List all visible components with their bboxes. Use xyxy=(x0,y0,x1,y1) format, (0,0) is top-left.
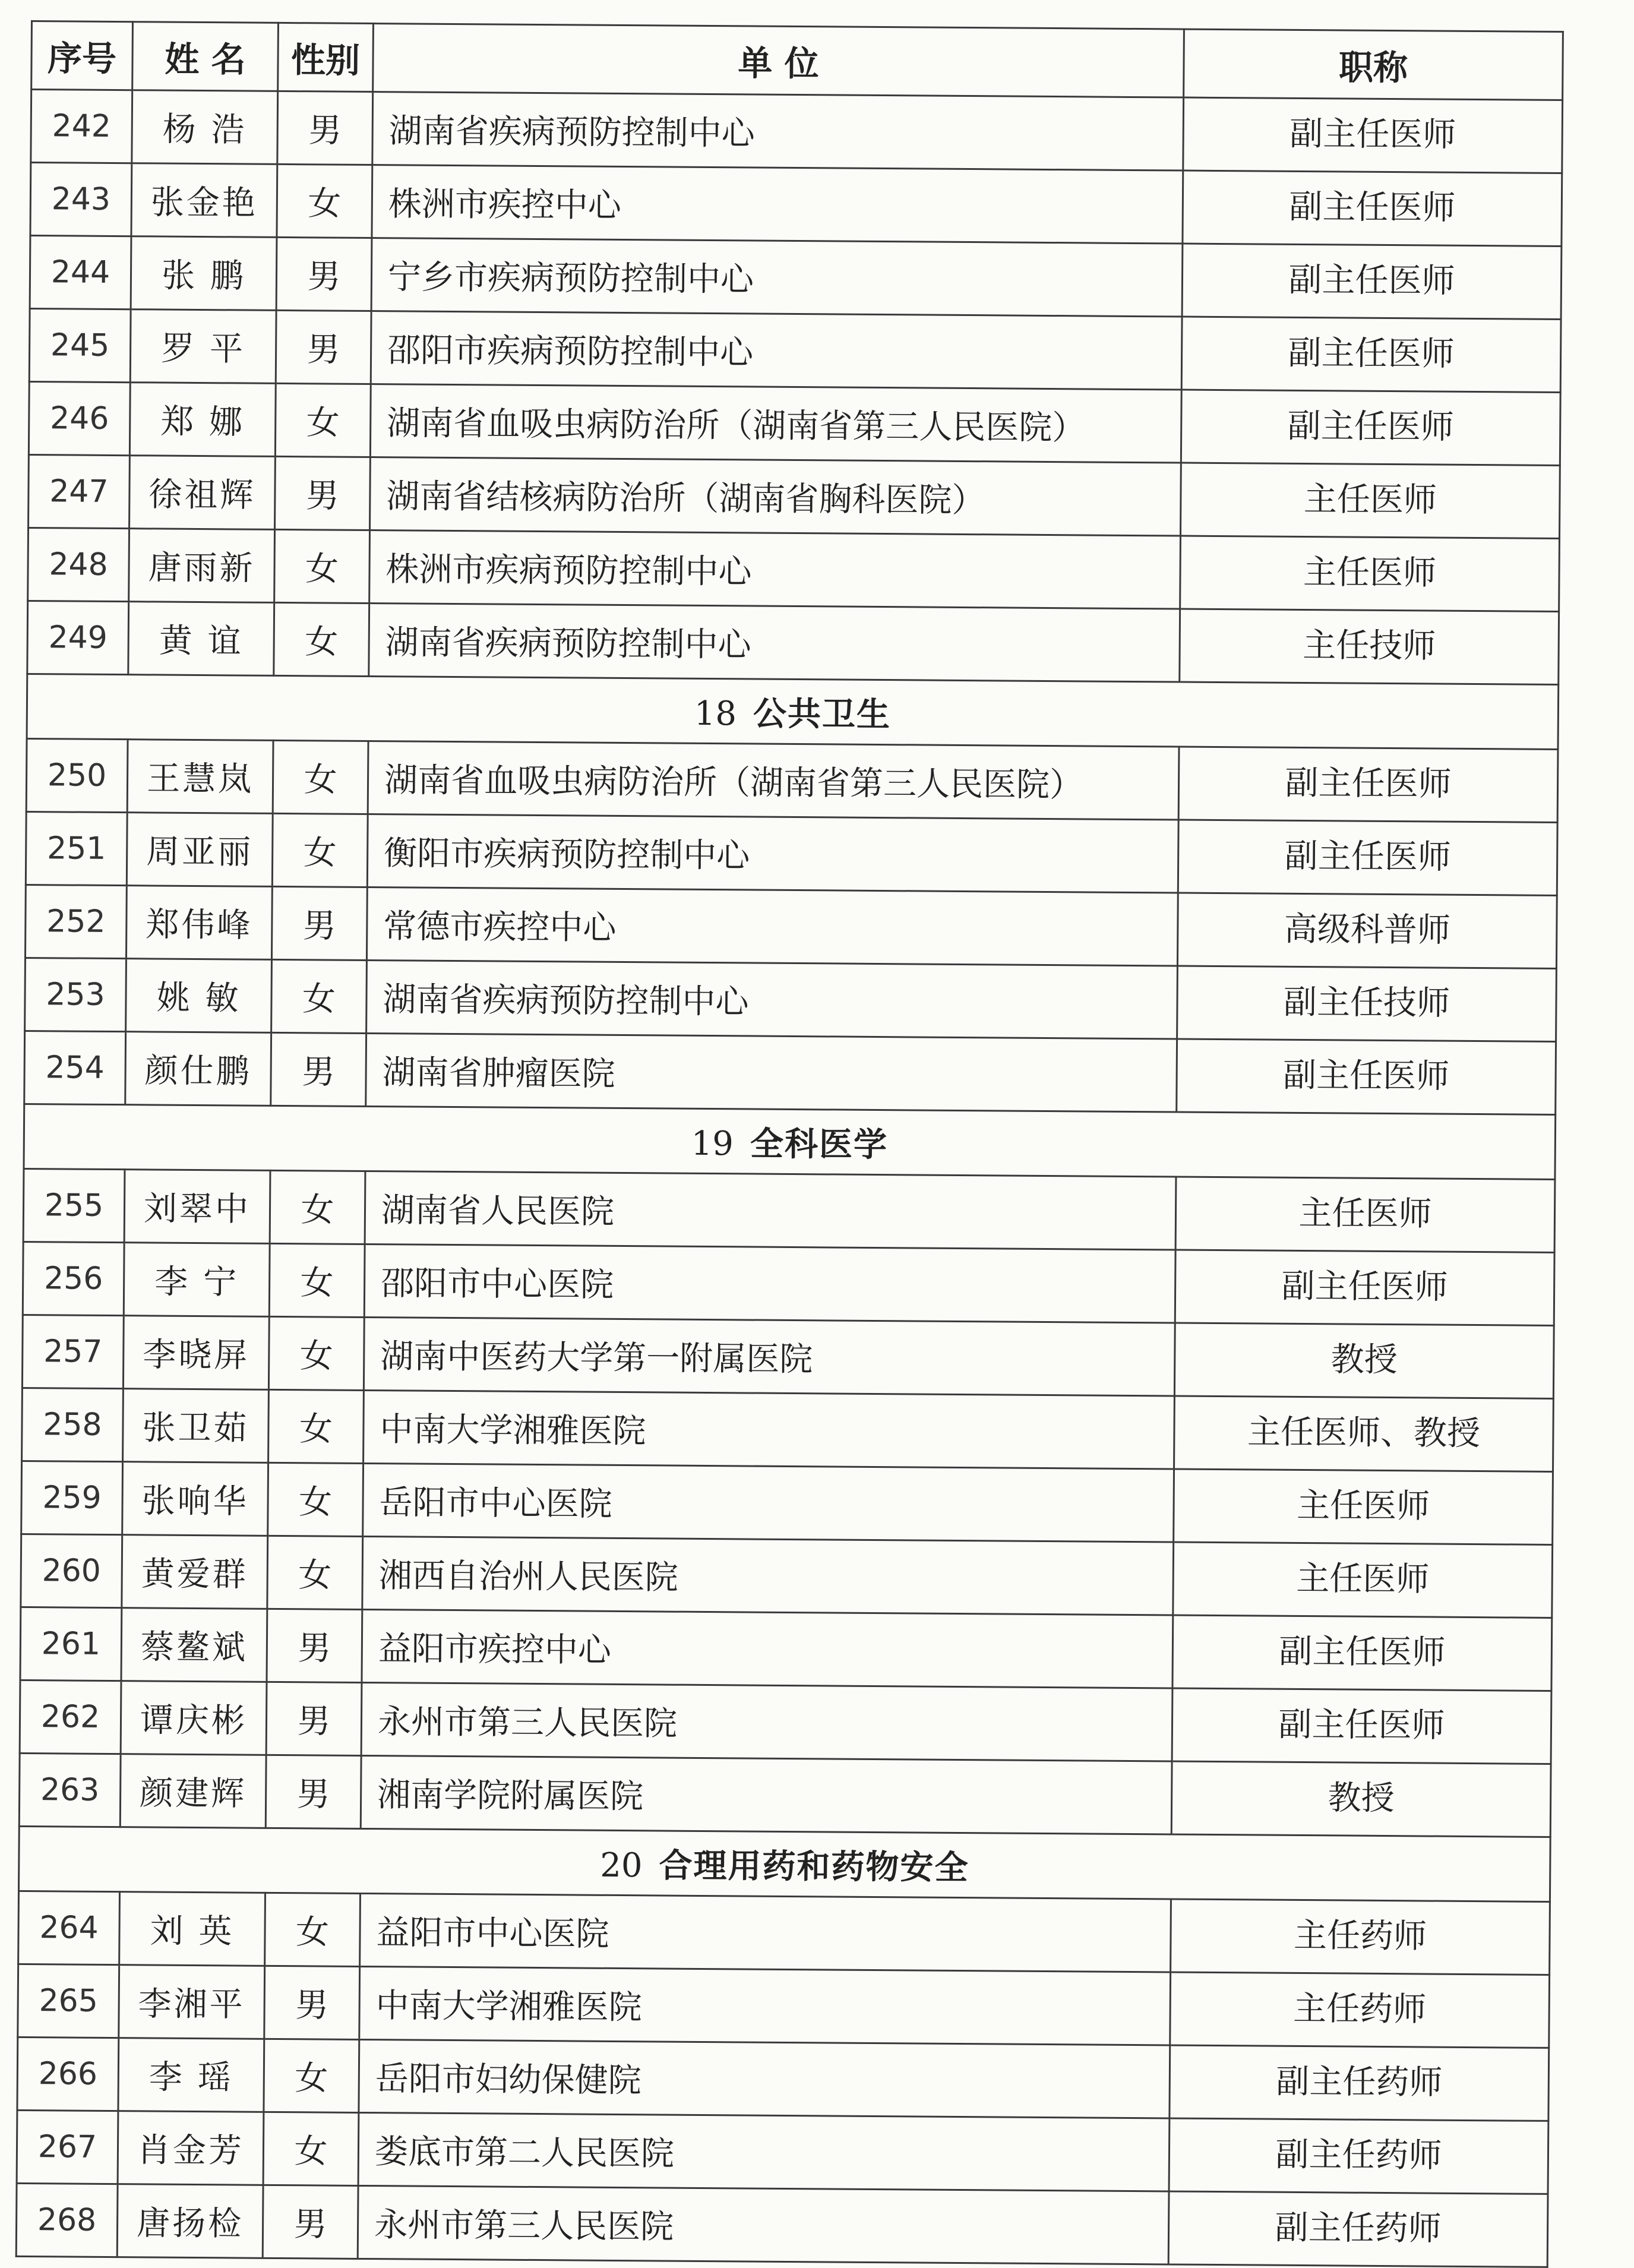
cell-title: 教授 xyxy=(1171,1761,1551,1837)
cell-name: 张 鹏 xyxy=(131,236,277,311)
cell-name: 徐祖辉 xyxy=(129,456,276,530)
cell-title: 副主任医师 xyxy=(1182,244,1562,319)
cell-no: 247 xyxy=(29,454,130,528)
section-header xyxy=(27,674,1559,749)
cell-title: 主任药师 xyxy=(1171,1899,1550,1975)
cell-title: 主任医师 xyxy=(1180,463,1560,538)
section-header xyxy=(24,1104,1556,1179)
cell-no: 258 xyxy=(22,1388,124,1461)
cell-name: 李湘平 xyxy=(119,1965,265,2039)
cell-unit: 湖南中医药大学第一附属医院 xyxy=(364,1317,1175,1396)
cell-sex: 女 xyxy=(268,1316,364,1390)
cell-unit: 岳阳市中心医院 xyxy=(363,1463,1174,1542)
cell-no: 254 xyxy=(24,1031,126,1104)
cell-unit: 永州市第三人民医院 xyxy=(358,2185,1169,2264)
cell-name: 肖金芳 xyxy=(118,2111,264,2185)
cell-unit: 益阳市中心医院 xyxy=(360,1893,1171,1972)
cell-no: 248 xyxy=(28,527,129,601)
table-header-row xyxy=(31,21,1563,100)
table-row xyxy=(31,90,1563,173)
cell-sex: 女 xyxy=(272,813,368,887)
section-title: 合理用药和药物安全 xyxy=(659,1846,969,1888)
cell-title: 教授 xyxy=(1174,1323,1554,1398)
cell-unit: 湖南省疾病预防控制中心 xyxy=(372,92,1184,171)
cell-name: 张响华 xyxy=(122,1462,268,1536)
cell-no: 260 xyxy=(21,1534,122,1607)
table-row xyxy=(29,381,1560,465)
cell-title: 主任技师 xyxy=(1180,609,1559,684)
table-row xyxy=(29,454,1560,538)
cell-no: 256 xyxy=(23,1242,124,1315)
table-row xyxy=(18,1964,1550,2048)
cell-sex: 女 xyxy=(268,1389,364,1463)
cell-sex: 男 xyxy=(276,310,371,384)
section-title: 公共卫生 xyxy=(753,694,892,735)
table-row xyxy=(22,1388,1554,1471)
cell-no: 263 xyxy=(19,1753,121,1827)
section-title: 全科医学 xyxy=(750,1124,889,1165)
cell-sex: 男 xyxy=(277,91,373,165)
cell-sex: 男 xyxy=(267,1609,362,1682)
cell-name: 李 瑶 xyxy=(118,2038,264,2112)
cell-no: 257 xyxy=(22,1315,124,1388)
cell-title: 主任医师 xyxy=(1175,1177,1555,1252)
cell-sex: 女 xyxy=(275,383,371,457)
section-header-row xyxy=(27,674,1559,749)
cell-unit: 邵阳市中心医院 xyxy=(364,1244,1175,1323)
header-no: 序号 xyxy=(31,21,133,90)
cell-title: 副主任医师 xyxy=(1172,1615,1552,1691)
table-row xyxy=(22,1315,1554,1398)
cell-name: 黄 谊 xyxy=(128,602,274,676)
table-row xyxy=(27,601,1559,684)
cell-no: 261 xyxy=(20,1607,122,1681)
cell-unit: 益阳市疾控中心 xyxy=(362,1609,1173,1688)
cell-sex: 男 xyxy=(266,1682,362,1755)
table-row xyxy=(18,1891,1550,1975)
cell-title: 高级科普师 xyxy=(1177,893,1557,968)
cell-name: 黄爱群 xyxy=(122,1535,268,1609)
cell-name: 王慧岚 xyxy=(127,740,273,814)
cell-no: 244 xyxy=(30,236,131,309)
cell-unit: 湖南省结核病防治所（湖南省胸科医院） xyxy=(370,457,1181,536)
cell-no: 242 xyxy=(31,90,132,163)
cell-name: 刘翠中 xyxy=(124,1170,270,1244)
cell-no: 268 xyxy=(16,2183,118,2257)
cell-no: 266 xyxy=(17,2037,119,2111)
table-row xyxy=(25,958,1557,1041)
cell-unit: 湖南省肿瘤医院 xyxy=(366,1033,1177,1112)
cell-title: 副主任医师 xyxy=(1178,747,1558,822)
cell-name: 杨 浩 xyxy=(132,90,278,165)
cell-name: 李晓屏 xyxy=(123,1316,269,1390)
cell-name: 谭庆彬 xyxy=(121,1681,267,1755)
cell-name: 姚 敏 xyxy=(126,959,272,1033)
section-header xyxy=(19,1826,1551,1901)
cell-unit: 湘南学院附属医院 xyxy=(361,1755,1172,1834)
table-row xyxy=(19,1753,1551,1837)
cell-title: 主任医师 xyxy=(1180,536,1560,611)
cell-name: 颜建辉 xyxy=(120,1754,266,1828)
cell-title: 主任药师 xyxy=(1170,1972,1550,2048)
table-row xyxy=(26,811,1557,895)
cell-unit: 邵阳市疾病预防控制中心 xyxy=(371,311,1182,390)
cell-sex: 女 xyxy=(263,2112,359,2185)
cell-no: 253 xyxy=(25,958,127,1031)
cell-title: 主任医师 xyxy=(1173,1542,1553,1618)
cell-sex: 女 xyxy=(267,1536,363,1609)
table-row xyxy=(28,527,1560,611)
cell-sex: 女 xyxy=(265,1893,361,1966)
cell-title: 副主任医师 xyxy=(1183,97,1563,173)
section-number: 20 xyxy=(599,1846,643,1885)
cell-title: 副主任药师 xyxy=(1170,2045,1549,2121)
cell-unit: 株洲市疾控中心 xyxy=(372,165,1183,244)
cell-unit: 湖南省疾病预防控制中心 xyxy=(366,960,1178,1039)
cell-unit: 株洲市疾病预防控制中心 xyxy=(369,530,1181,609)
cell-unit: 衡阳市疾病预防控制中心 xyxy=(367,814,1178,893)
table-row xyxy=(16,2183,1548,2267)
table-row xyxy=(24,1031,1556,1114)
cell-no: 245 xyxy=(29,308,131,382)
header-title: 职称 xyxy=(1184,29,1563,100)
cell-sex: 男 xyxy=(266,1755,361,1828)
cell-title: 副主任医师 xyxy=(1181,317,1561,392)
cell-title: 副主任医师 xyxy=(1177,1039,1556,1114)
table-row xyxy=(30,163,1562,247)
cell-name: 蔡鳌斌 xyxy=(121,1608,267,1682)
cell-unit: 中南大学湘雅医院 xyxy=(364,1390,1175,1469)
cell-no: 259 xyxy=(21,1461,123,1534)
cell-unit: 岳阳市妇幼保健院 xyxy=(359,2039,1170,2118)
cell-no: 265 xyxy=(18,1964,119,2038)
table-row xyxy=(23,1168,1555,1252)
cell-unit: 湖南省血吸虫病防治所（湖南省第三人民医院） xyxy=(370,384,1181,463)
cell-unit: 宁乡市疾病预防控制中心 xyxy=(371,238,1183,317)
cell-name: 张卫茹 xyxy=(123,1389,269,1463)
cell-unit: 湖南省血吸虫病防治所（湖南省第三人民医院） xyxy=(368,741,1179,820)
cell-unit: 湖南省人民医院 xyxy=(365,1171,1176,1250)
cell-unit: 娄底市第二人民医院 xyxy=(358,2112,1170,2191)
cell-name: 李 宁 xyxy=(124,1243,270,1317)
cell-sex: 男 xyxy=(264,1966,360,2039)
cell-sex: 男 xyxy=(263,2185,358,2258)
cell-name: 颜仕鹏 xyxy=(125,1032,271,1106)
cell-title: 副主任医师 xyxy=(1181,390,1560,465)
cell-sex: 女 xyxy=(277,164,372,238)
table-row xyxy=(17,2110,1548,2194)
table-row xyxy=(25,885,1557,968)
section-header-row xyxy=(24,1104,1556,1179)
header-sex: 性别 xyxy=(278,23,374,91)
cell-title: 副主任药师 xyxy=(1168,2191,1548,2267)
table-row xyxy=(17,2037,1549,2121)
document-page xyxy=(16,20,1562,2248)
cell-sex: 女 xyxy=(274,529,370,603)
cell-title: 副主任医师 xyxy=(1178,820,1557,895)
cell-no: 246 xyxy=(29,381,130,455)
cell-no: 249 xyxy=(27,601,129,674)
cell-unit: 中南大学湘雅医院 xyxy=(359,1966,1171,2045)
section-number: 18 xyxy=(694,694,737,734)
cell-sex: 男 xyxy=(275,456,371,530)
cell-sex: 男 xyxy=(276,237,372,311)
cell-sex: 女 xyxy=(273,740,368,814)
cell-no: 252 xyxy=(25,885,127,958)
table-row xyxy=(23,1242,1554,1325)
cell-sex: 女 xyxy=(264,2039,359,2112)
cell-title: 副主任医师 xyxy=(1172,1688,1551,1764)
cell-unit: 永州市第三人民医院 xyxy=(361,1682,1172,1761)
cell-no: 255 xyxy=(23,1168,125,1242)
cell-title: 副主任药师 xyxy=(1169,2118,1548,2194)
cell-no: 267 xyxy=(17,2110,118,2184)
cell-name: 唐扬检 xyxy=(117,2184,263,2258)
cell-sex: 男 xyxy=(271,886,367,960)
cell-title: 副主任医师 xyxy=(1175,1250,1554,1325)
cell-name: 刘 英 xyxy=(119,1892,266,1966)
cell-no: 243 xyxy=(30,163,132,236)
cell-title: 副主任技师 xyxy=(1177,966,1557,1041)
cell-name: 郑 娜 xyxy=(129,383,276,457)
cell-title: 副主任医师 xyxy=(1183,170,1562,246)
table-row xyxy=(29,308,1561,392)
cell-no: 262 xyxy=(20,1680,121,1754)
cell-sex: 女 xyxy=(269,1243,365,1317)
table-row xyxy=(21,1461,1553,1544)
cell-sex: 男 xyxy=(271,1032,366,1106)
cell-sex: 女 xyxy=(274,602,369,676)
expert-list-table xyxy=(15,20,1564,2268)
table-row xyxy=(26,738,1558,822)
section-number: 19 xyxy=(691,1124,734,1164)
cell-unit: 常德市疾控中心 xyxy=(366,887,1178,966)
cell-name: 唐雨新 xyxy=(129,529,275,603)
cell-name: 郑伟峰 xyxy=(126,886,272,960)
cell-no: 251 xyxy=(26,811,127,885)
cell-unit: 湘西自治州人民医院 xyxy=(362,1536,1174,1615)
cell-no: 264 xyxy=(18,1891,120,1964)
table-row xyxy=(30,236,1562,320)
cell-title: 主任医师、教授 xyxy=(1174,1396,1554,1471)
cell-unit: 湖南省疾病预防控制中心 xyxy=(369,604,1180,683)
table-row xyxy=(21,1534,1553,1618)
cell-sex: 女 xyxy=(268,1462,364,1536)
cell-name: 张金艳 xyxy=(131,163,277,238)
section-header-row xyxy=(19,1826,1551,1901)
cell-no: 250 xyxy=(26,738,128,812)
table-row xyxy=(20,1607,1552,1691)
table-row xyxy=(20,1680,1551,1764)
cell-sex: 女 xyxy=(271,959,367,1033)
cell-title: 主任医师 xyxy=(1174,1469,1553,1544)
cell-name: 罗 平 xyxy=(130,309,276,384)
cell-sex: 女 xyxy=(270,1170,365,1244)
header-unit: 单 位 xyxy=(373,24,1184,98)
cell-name: 周亚丽 xyxy=(127,813,273,887)
header-name: 姓 名 xyxy=(132,22,279,91)
